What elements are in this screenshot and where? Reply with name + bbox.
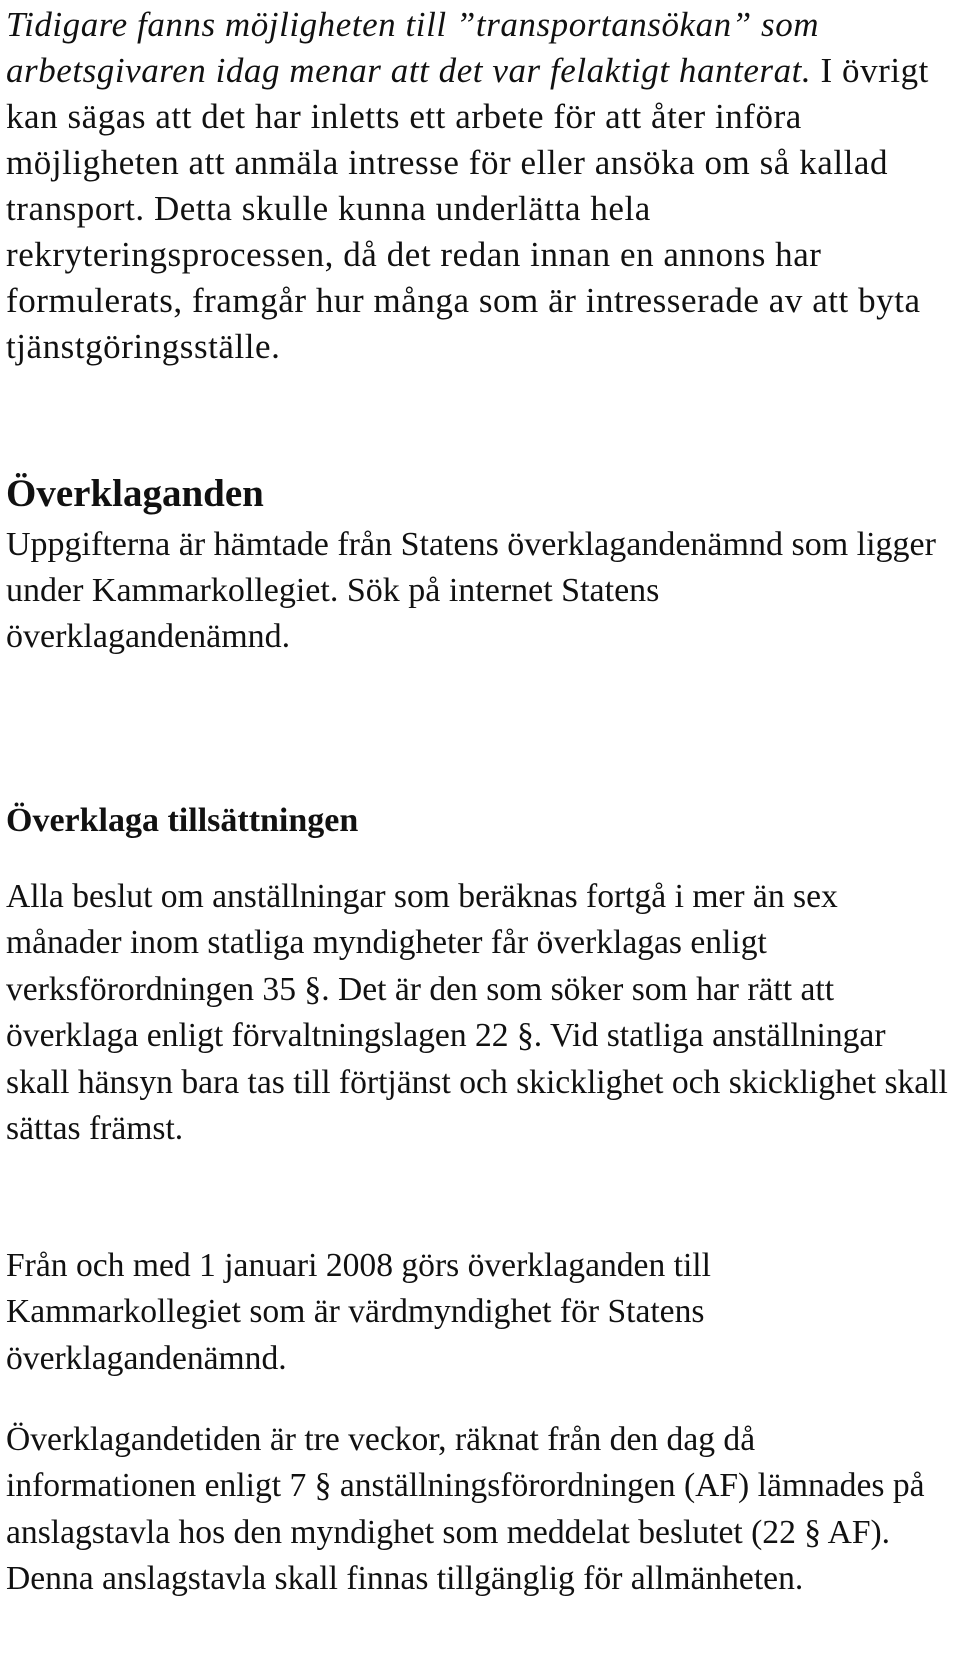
intro-paragraph (6, 0, 938, 370)
kammarkollegiet-paragraph: Från och med 1 januari 2008 görs överklaganden till Kammarkollegiet som är värdmyndighet för Statens överklagandenämnd. (6, 1247, 711, 1377)
appeal-deadline-paragraph: Överklagandetiden är tre veckor, räknat från den dag då informationen enligt 7 § anställningsförordningen (AF) lämnades på anslagstavla hos den myndighet som meddelat beslutet (22 § AF). Denna anslagstavla skall finnas tillgänglig för allmänheten. (6, 1421, 925, 1598)
intro-continuation: I övrigt kan sägas att det har inletts ett arbete för att åter införa möjligheten att anmäla intresse för eller ansöka om så kallad transport. Detta skulle kunna underlätta hela rekryteringsprocessen, då det redan innan en annons har formulerats, framgår hur många som är intresserade av att byta tjänstgöringsställe. (6, 51, 929, 366)
intro-lead-italic: Tidigare fanns möjligheten till ”transportansökan” som arbetsgivaren idag menar att det var felaktigt hanterat. (6, 5, 820, 90)
overklaganden-paragraph: Uppgifterna är hämtade från Statens överklagandenämnd som ligger under Kammarkollegiet. Sök på internet Statens överklagandenämnd. (6, 526, 936, 655)
appeal-rules-paragraph: Alla beslut om anställningar som beräknas fortgå i mer än sex månader inom statliga myndigheter får överklagas enligt verksförordningen 35 §. Det är den som söker som har rätt att överklaga enligt förvaltningslagen 22 §. Vid statliga anställningar skall hänsyn bara tas till förtjänst och skicklighet och skicklighet skall sättas främst. (6, 878, 948, 1148)
heading-overklaganden: Överklaganden (6, 472, 264, 515)
heading-overklaga-tillsattningen: Överklaga tillsättningen (6, 802, 359, 839)
